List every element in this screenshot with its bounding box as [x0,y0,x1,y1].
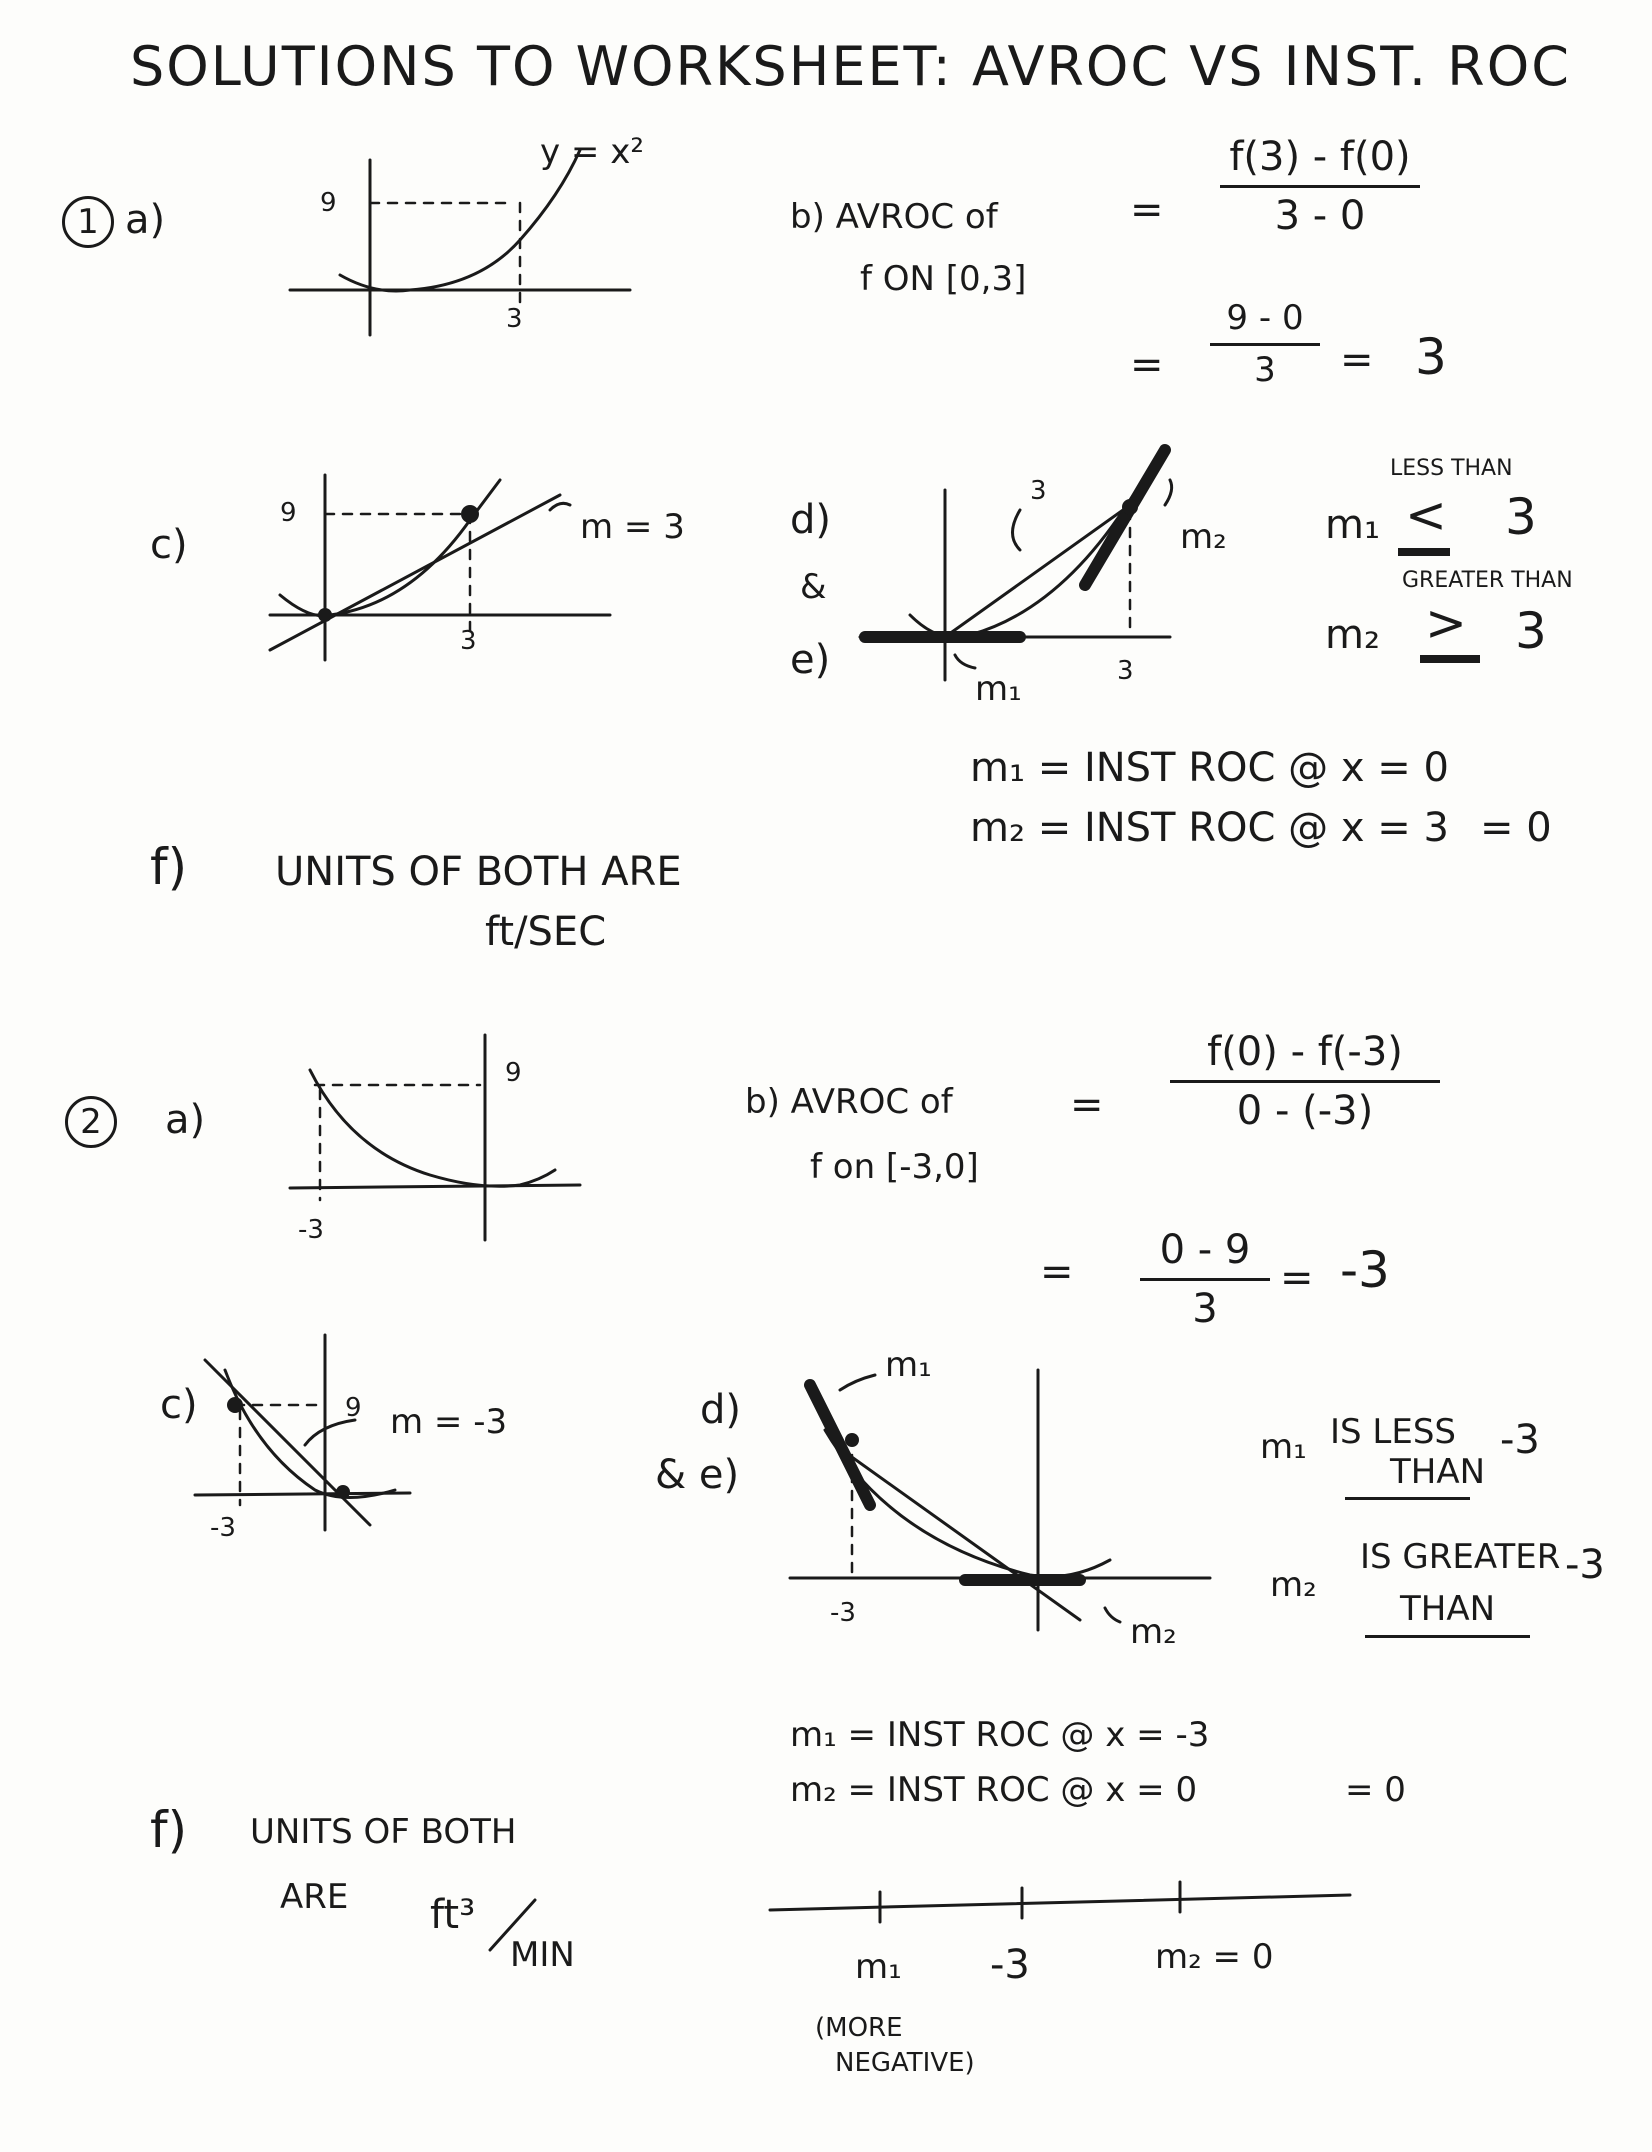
graph-secant [260,460,620,690]
part-e-label-2: & e) [655,1452,740,1498]
slope-label-2: m = -3 [390,1402,508,1442]
numberline-note-1: (MORE [815,2013,903,2043]
part-e-label: e) [790,637,831,683]
inst-roc-line-2: m₂ = INST ROC @ x = 3 [970,805,1449,851]
y-tick-9-2c: 9 [345,1393,362,1423]
compare-value-2-1: -3 [1500,1417,1540,1463]
units-text-2a: UNITS OF BOTH [250,1812,517,1852]
part-b-label: b) AVROC of [790,197,998,237]
graph-decreasing [280,1030,600,1250]
slope-label: m = 3 [580,507,685,547]
is-less-text: IS LESS [1330,1412,1457,1452]
m2-tangent-label: m₂ [1180,517,1227,557]
x-tick-neg3-2c: -3 [210,1513,236,1543]
equals-2-1: = [1070,1082,1104,1128]
fraction-2-2-denominator: 3 [1192,1286,1218,1332]
greater-blank [1365,1635,1530,1638]
x-tick-3: 3 [506,304,523,334]
part-d-label: d) [790,497,831,543]
result-3: 3 [1415,328,1447,386]
fraction-2-2-numerator: 0 - 9 [1159,1227,1251,1273]
m2-compare: m₂ [1325,612,1380,658]
m2-tangent-label-2: m₂ [1130,1612,1177,1652]
compare-value-2-2: -3 [1565,1542,1605,1588]
inst-roc-line-1: m₁ = INST ROC @ x = 0 [970,745,1449,791]
fraction-2 [1210,300,1320,390]
inst-roc-line-2-2: m₂ = INST ROC @ x = 0 [790,1770,1198,1810]
m1-tangent-label-2: m₁ [885,1345,932,1385]
problem-1-number: 1 [62,196,114,248]
compare-value-2: 3 [1515,602,1547,660]
part-c-label: c) [150,522,188,568]
part-f-label-2: f) [150,1801,188,1859]
fraction-1 [1220,135,1420,238]
equals-2-2: = [1040,1249,1074,1295]
than-text-1: THAN [1390,1452,1486,1492]
units-text: UNITS OF BOTH ARE [275,849,682,895]
equals-3: = [1340,337,1374,383]
equals-1: = [1130,187,1164,233]
numberline-neg3: -3 [990,1942,1030,1988]
is-greater-text: IS GREATER [1360,1537,1561,1577]
units-text-2b: ARE [280,1877,349,1917]
inst-roc-zero: = 0 [1480,805,1552,851]
less-symbol: < [1405,486,1447,544]
less-underline [1398,548,1450,556]
greater-underline [1420,655,1480,663]
units-denominator: MIN [510,1935,575,1975]
part-c-label-2: c) [160,1382,198,1428]
m1-tangent-label: m₁ [975,669,1022,709]
fraction-2-2 [1140,1228,1270,1331]
than-text-2: THAN [1400,1589,1496,1629]
fraction-2-1-numerator: f(0) - f(-3) [1207,1029,1403,1075]
less-blank [1345,1497,1470,1500]
x-tick-3-c: 3 [460,626,477,656]
part-a-label: a) [125,197,166,243]
result-neg3: -3 [1340,1241,1390,1299]
inst-roc-zero-2: = 0 [1345,1770,1406,1810]
x-tick-neg3-2d: -3 [830,1598,856,1628]
part-b-label-2: b) AVROC of [745,1082,953,1122]
greater-symbol: > [1425,594,1467,652]
ampersand: & [800,567,827,607]
part-b-interval-2: f on [-3,0] [810,1147,979,1187]
part-a-label-2: a) [165,1097,206,1143]
fraction-1-denominator: 3 - 0 [1274,193,1366,239]
secant-slope-label: 3 [1030,476,1047,506]
part-b-interval: f ON [0,3] [860,259,1027,299]
y-tick-9: 9 [320,188,337,218]
fraction-2-numerator: 9 - 0 [1226,298,1304,338]
y-tick-9-c: 9 [280,498,297,528]
x-tick-neg3-2a: -3 [298,1215,324,1245]
m1-compare: m₁ [1325,502,1380,548]
page-title: SOLUTIONS TO WORKSHEET: AVROC VS INST. ROC [130,35,1571,98]
x-tick-3-d: 3 [1117,656,1134,686]
problem-2-number: 2 [65,1096,117,1148]
compare-value-1: 3 [1505,488,1537,546]
numberline-m1: m₁ [855,1947,902,1987]
part-f-label: f) [150,838,188,896]
m1-compare-2: m₁ [1260,1427,1307,1467]
y-tick-9-2a: 9 [505,1058,522,1088]
curve-label: y = x² [540,132,644,172]
units-numerator: ft³ [430,1892,476,1938]
equals-2-3: = [1280,1255,1314,1301]
m2-compare-2: m₂ [1270,1565,1317,1605]
part-d-label-2: d) [700,1387,741,1433]
graph-tangents [850,440,1200,720]
equals-2: = [1130,342,1164,388]
greater-than-text: GREATER THAN [1402,568,1573,593]
fraction-2-1-denominator: 0 - (-3) [1236,1088,1374,1134]
fraction-2-denominator: 3 [1254,350,1276,391]
numberline-note-2: NEGATIVE) [835,2048,975,2078]
units-value: ft/SEC [485,909,607,955]
less-than-text: LESS THAN [1390,456,1513,481]
fraction-1-numerator: f(3) - f(0) [1229,134,1411,180]
inst-roc-line-1-2: m₁ = INST ROC @ x = -3 [790,1715,1210,1755]
number-line [760,1870,1360,1930]
numberline-m2: m₂ = 0 [1155,1937,1274,1977]
fraction-2-1 [1170,1030,1440,1133]
